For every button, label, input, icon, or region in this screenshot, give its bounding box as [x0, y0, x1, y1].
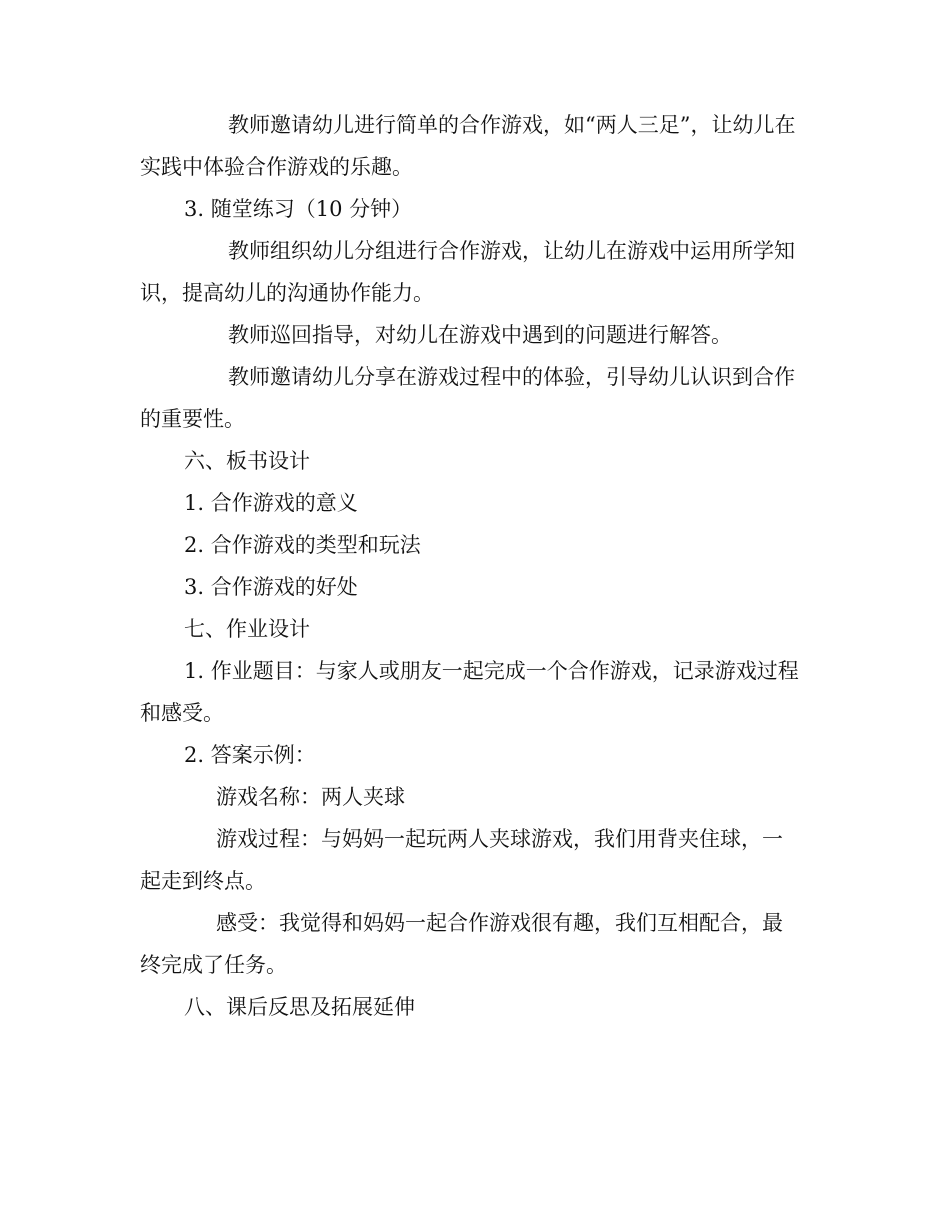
paragraph-share-experience: 教师邀请幼儿分享在游戏过程中的体验，引导幼儿认识到合作的重要性。 [140, 365, 795, 431]
list-item-homework-topic: 1. 作业题目：与家人或朋友一起完成一个合作游戏，记录游戏过程和感受。 [140, 659, 799, 725]
paragraph-cooperative-game-invite: 教师邀请幼儿进行简单的合作游戏，如“两人三足”，让幼儿在实践中体验合作游戏的乐趣。 [140, 113, 796, 179]
paragraph-group-game: 教师组织幼儿分组进行合作游戏，让幼儿在游戏中运用所学知识，提高幼儿的沟通协作能力。 [140, 239, 795, 305]
section-heading-reflection: 八、课后反思及拓展延伸 [184, 995, 415, 1019]
paragraph-feeling: 感受：我觉得和妈妈一起合作游戏很有趣，我们互相配合，最终完成了任务。 [140, 911, 783, 977]
list-item-board-2: 2. 合作游戏的类型和玩法 [184, 533, 421, 557]
list-item-answer-example: 2. 答案示例： [184, 743, 316, 767]
section-heading-homework-design: 七、作业设计 [184, 617, 310, 641]
paragraph-game-process: 游戏过程：与妈妈一起玩两人夹球游戏，我们用背夹住球，一起走到终点。 [140, 827, 783, 893]
section-heading-board-design: 六、板书设计 [184, 449, 310, 473]
list-item-board-1: 1. 合作游戏的意义 [184, 491, 358, 515]
paragraph-teacher-guidance: 教师巡回指导，对幼儿在游戏中遇到的问题进行解答。 [228, 323, 732, 347]
section-item-classroom-practice: 3. 随堂练习（10 分钟） [184, 197, 413, 221]
document-body [140, 104, 802, 1028]
list-item-board-3: 3. 合作游戏的好处 [184, 575, 358, 599]
paragraph-game-name: 游戏名称：两人夹球 [216, 785, 405, 809]
